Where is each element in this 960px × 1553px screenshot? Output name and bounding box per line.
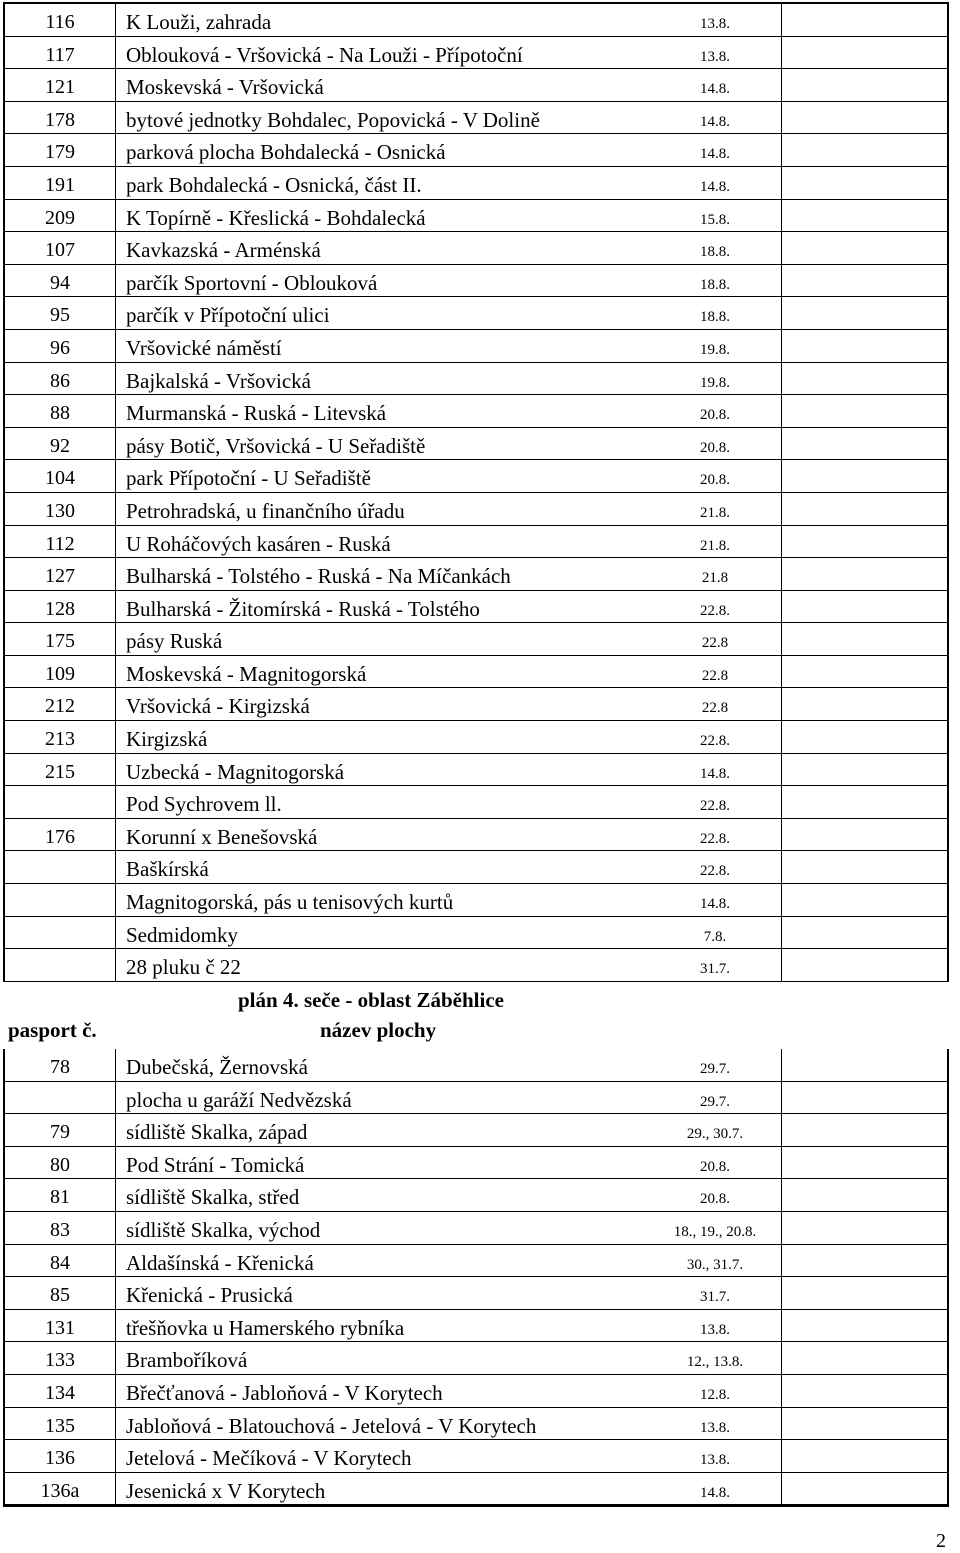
mowing-date: 14.8. bbox=[700, 178, 730, 195]
table-row bbox=[5, 102, 947, 135]
table-row bbox=[5, 558, 947, 591]
area-name: Jesenická x V Korytech bbox=[126, 1478, 326, 1503]
column-divider bbox=[781, 1049, 782, 1081]
table-row bbox=[5, 591, 947, 624]
mowing-date: 29.7. bbox=[700, 1093, 730, 1110]
column-divider bbox=[781, 428, 782, 460]
area-name: Sedmidomky bbox=[126, 922, 239, 947]
passport-number: 85 bbox=[5, 1277, 116, 1309]
column-divider bbox=[781, 493, 782, 525]
mowing-date: 19.8. bbox=[700, 341, 730, 358]
area-name: park Přípotoční - U Seřadiště bbox=[126, 466, 371, 491]
passport-number: 84 bbox=[5, 1245, 116, 1277]
column-divider bbox=[781, 297, 782, 329]
column-divider bbox=[781, 395, 782, 427]
table-row bbox=[5, 37, 947, 70]
mowing-date: 14.8. bbox=[700, 765, 730, 782]
passport-number: 96 bbox=[5, 330, 116, 362]
passport-number bbox=[5, 917, 116, 949]
area-name: parčík v Přípotoční ulici bbox=[126, 303, 330, 328]
table-row bbox=[5, 884, 947, 917]
mowing-date: 20.8. bbox=[700, 1158, 730, 1175]
mowing-date: 22.8 bbox=[701, 635, 729, 652]
table-row bbox=[5, 1147, 947, 1180]
mowing-date: 19.8. bbox=[700, 374, 730, 391]
table-row bbox=[5, 786, 947, 819]
column-header-area-name: název plochy bbox=[320, 1018, 437, 1042]
column-divider bbox=[781, 754, 782, 786]
mowing-date: 12.8. bbox=[700, 1386, 730, 1403]
area-name: Kavkazská - Arménská bbox=[126, 238, 321, 263]
mowing-date: 13.8. bbox=[700, 48, 730, 65]
table-row bbox=[5, 1245, 947, 1278]
passport-number: 133 bbox=[5, 1342, 116, 1374]
passport-number: 116 bbox=[5, 4, 116, 36]
column-divider bbox=[781, 623, 782, 655]
mowing-table-top bbox=[3, 2, 949, 982]
area-name: park Bohdalecká - Osnická, část II. bbox=[126, 172, 422, 197]
column-divider bbox=[781, 656, 782, 688]
area-name: Dubečská, Žernovská bbox=[126, 1055, 308, 1079]
area-name: Baškírská bbox=[126, 857, 209, 882]
column-divider bbox=[781, 363, 782, 395]
table-row bbox=[5, 460, 947, 493]
passport-number: 178 bbox=[5, 102, 116, 134]
area-name: plocha u garáží Nedvězská bbox=[126, 1087, 352, 1112]
mowing-date: 20.8. bbox=[700, 407, 730, 424]
column-divider bbox=[781, 1179, 782, 1211]
table-row bbox=[5, 134, 947, 167]
mowing-date: 22.8 bbox=[701, 700, 729, 717]
passport-number: 176 bbox=[5, 819, 116, 851]
area-name: sídliště Skalka, východ bbox=[126, 1217, 321, 1242]
mowing-date: 31.7. bbox=[700, 1289, 730, 1306]
column-divider bbox=[781, 167, 782, 199]
mowing-date: 29.7. bbox=[700, 1061, 730, 1077]
table-row bbox=[5, 949, 947, 982]
column-divider bbox=[781, 265, 782, 297]
column-divider bbox=[781, 1473, 782, 1505]
area-name: Bramboříková bbox=[126, 1348, 248, 1373]
column-divider bbox=[781, 330, 782, 362]
table-row bbox=[5, 69, 947, 102]
passport-number: 136a bbox=[5, 1473, 116, 1505]
area-name: Uzbecká - Magnitogorská bbox=[126, 759, 345, 784]
area-name: sídliště Skalka, střed bbox=[126, 1185, 300, 1210]
mowing-date: 22.8 bbox=[701, 667, 729, 684]
table-row bbox=[5, 819, 947, 852]
passport-number bbox=[5, 884, 116, 916]
area-name: Aldašínská - Křenická bbox=[126, 1250, 314, 1275]
column-divider bbox=[781, 819, 782, 851]
table-row bbox=[5, 1375, 947, 1408]
passport-number: 135 bbox=[5, 1408, 116, 1440]
table-row bbox=[5, 297, 947, 330]
mowing-date: 13.8. bbox=[700, 1452, 730, 1469]
table-row bbox=[5, 1473, 947, 1506]
mowing-date: 22.8. bbox=[700, 798, 730, 815]
mowing-table-bottom bbox=[3, 1049, 949, 1507]
mowing-date: 22.8. bbox=[700, 602, 730, 619]
area-name: Moskevská - Vršovická bbox=[126, 75, 324, 100]
mowing-date: 13.8. bbox=[700, 1419, 730, 1436]
section-title: plán 4. seče - oblast Záběhlice bbox=[238, 988, 504, 1012]
column-divider bbox=[781, 134, 782, 166]
mowing-date: 15.8. bbox=[700, 211, 730, 228]
area-name: Pod Strání - Tomická bbox=[126, 1152, 305, 1177]
passport-number: 175 bbox=[5, 623, 116, 655]
area-name: třešňovka u Hamerského rybníka bbox=[126, 1315, 405, 1340]
passport-number: 130 bbox=[5, 493, 116, 525]
passport-number: 121 bbox=[5, 69, 116, 101]
mowing-date: 14.8. bbox=[700, 113, 730, 130]
passport-number: 215 bbox=[5, 754, 116, 786]
area-name: Jetelová - Mečíková - V Korytech bbox=[126, 1446, 412, 1471]
mowing-date: 30., 31.7. bbox=[686, 1256, 744, 1273]
area-name: K Topírně - Křeslická - Bohdalecká bbox=[126, 205, 426, 230]
table-row bbox=[5, 1342, 947, 1375]
area-name: Jabloňová - Blatouchová - Jetelová - V Korytech bbox=[126, 1413, 537, 1438]
area-name: Murmanská - Ruská - Litevská bbox=[126, 401, 387, 426]
passport-number: 79 bbox=[5, 1114, 116, 1146]
table-row bbox=[5, 1082, 947, 1115]
area-name: Moskevská - Magnitogorská bbox=[126, 661, 367, 686]
passport-number: 88 bbox=[5, 395, 116, 427]
table-row bbox=[5, 688, 947, 721]
table-row bbox=[5, 721, 947, 754]
passport-number: 191 bbox=[5, 167, 116, 199]
table-row bbox=[5, 526, 947, 559]
area-name: parková plocha Bohdalecká - Osnická bbox=[126, 140, 446, 165]
table-row bbox=[5, 232, 947, 265]
column-divider bbox=[781, 1114, 782, 1146]
column-divider bbox=[781, 1245, 782, 1277]
table-row bbox=[5, 428, 947, 461]
table-row bbox=[5, 656, 947, 689]
area-name: Oblouková - Vršovická - Na Louži - Přípotoční bbox=[126, 42, 523, 67]
area-name: K Louži, zahrada bbox=[126, 10, 272, 34]
mowing-date: 14.8. bbox=[700, 146, 730, 163]
passport-number: 131 bbox=[5, 1310, 116, 1342]
table-row bbox=[5, 4, 947, 37]
mowing-date: 20.8. bbox=[700, 472, 730, 489]
mowing-date: 12., 13.8. bbox=[686, 1354, 744, 1371]
passport-number: 83 bbox=[5, 1212, 116, 1244]
column-divider bbox=[781, 232, 782, 264]
table-row bbox=[5, 1179, 947, 1212]
table-row bbox=[5, 1277, 947, 1310]
column-divider bbox=[781, 200, 782, 232]
area-name: Křenická - Prusická bbox=[126, 1283, 293, 1308]
column-divider bbox=[781, 102, 782, 134]
mowing-date: 22.8. bbox=[700, 733, 730, 750]
area-name: U Roháčových kasáren - Ruská bbox=[126, 531, 391, 556]
column-divider bbox=[781, 688, 782, 720]
area-name: 28 pluku č 22 bbox=[126, 955, 241, 980]
table-row bbox=[5, 623, 947, 656]
table-row bbox=[5, 395, 947, 428]
column-divider bbox=[781, 721, 782, 753]
passport-number: 209 bbox=[5, 200, 116, 232]
column-divider bbox=[781, 591, 782, 623]
mowing-date: 20.8. bbox=[700, 439, 730, 456]
mowing-date: 21.8. bbox=[700, 504, 730, 521]
area-name: pásy Ruská bbox=[126, 629, 223, 654]
column-divider bbox=[781, 1375, 782, 1407]
passport-number: 117 bbox=[5, 37, 116, 69]
area-name: sídliště Skalka, západ bbox=[126, 1120, 308, 1145]
passport-number: 80 bbox=[5, 1147, 116, 1179]
mowing-date: 21.8. bbox=[700, 537, 730, 554]
passport-number bbox=[5, 1082, 116, 1114]
area-name: pásy Botič, Vršovická - U Seřadiště bbox=[126, 433, 426, 458]
passport-number: 104 bbox=[5, 460, 116, 492]
passport-number: 136 bbox=[5, 1440, 116, 1472]
table-row bbox=[5, 330, 947, 363]
column-divider bbox=[781, 917, 782, 949]
column-divider bbox=[781, 4, 782, 36]
area-name: Petrohradská, u finančního úřadu bbox=[126, 498, 405, 523]
passport-number: 107 bbox=[5, 232, 116, 264]
mowing-date: 18.8. bbox=[700, 309, 730, 326]
column-divider bbox=[781, 1310, 782, 1342]
column-divider bbox=[781, 558, 782, 590]
mowing-date: 14.8. bbox=[700, 896, 730, 913]
passport-number: 179 bbox=[5, 134, 116, 166]
column-divider bbox=[781, 1082, 782, 1114]
passport-number bbox=[5, 851, 116, 883]
mowing-date: 14.8. bbox=[700, 1484, 730, 1501]
column-divider bbox=[781, 949, 782, 981]
column-divider bbox=[781, 1408, 782, 1440]
passport-number: 112 bbox=[5, 526, 116, 558]
table-row bbox=[5, 200, 947, 233]
area-name: Magnitogorská, pás u tenisových kurtů bbox=[126, 890, 454, 915]
passport-number: 81 bbox=[5, 1179, 116, 1211]
area-name: Pod Sychrovem ll. bbox=[126, 792, 282, 817]
mowing-date: 18.8. bbox=[700, 276, 730, 293]
passport-number: 109 bbox=[5, 656, 116, 688]
column-divider bbox=[781, 526, 782, 558]
area-name: Korunní x Benešovská bbox=[126, 824, 318, 849]
column-divider bbox=[781, 37, 782, 69]
table-row bbox=[5, 363, 947, 396]
mowing-date: 21.8 bbox=[701, 570, 729, 587]
mowing-date: 22.8. bbox=[700, 863, 730, 880]
area-name: Vršovické náměstí bbox=[126, 335, 282, 360]
area-name: Vršovická - Kirgizská bbox=[126, 694, 310, 719]
area-name: bytové jednotky Bohdalec, Popovická - V Dolině bbox=[126, 107, 540, 132]
mowing-date: 18., 19., 20.8. bbox=[673, 1223, 757, 1240]
area-name: parčík Sportovní - Oblouková bbox=[126, 270, 378, 295]
table-row bbox=[5, 917, 947, 950]
passport-number: 134 bbox=[5, 1375, 116, 1407]
mowing-date: 18.8. bbox=[700, 244, 730, 261]
area-name: Břečťanová - Jabloňová - V Korytech bbox=[126, 1380, 443, 1405]
column-divider bbox=[781, 1342, 782, 1374]
column-divider bbox=[781, 884, 782, 916]
table-row bbox=[5, 1310, 947, 1343]
table-row bbox=[5, 1408, 947, 1441]
column-divider bbox=[781, 786, 782, 818]
area-name: Bulharská - Tolstého - Ruská - Na Míčankách bbox=[126, 564, 511, 589]
column-divider bbox=[781, 1440, 782, 1472]
table-row bbox=[5, 851, 947, 884]
mowing-date: 31.7. bbox=[700, 961, 730, 978]
mowing-date: 29., 30.7. bbox=[686, 1126, 744, 1143]
table-row bbox=[5, 1114, 947, 1147]
table-row bbox=[5, 1440, 947, 1473]
table-row bbox=[5, 754, 947, 787]
table-row bbox=[5, 265, 947, 298]
column-divider bbox=[781, 851, 782, 883]
passport-number: 213 bbox=[5, 721, 116, 753]
mowing-date: 14.8. bbox=[700, 81, 730, 98]
area-name: Bulharská - Žitomírská - Ruská - Tolstého bbox=[126, 596, 480, 621]
page-number: 2 bbox=[936, 1530, 946, 1552]
passport-number: 92 bbox=[5, 428, 116, 460]
mowing-date: 7.8. bbox=[703, 928, 727, 945]
passport-number bbox=[5, 949, 116, 981]
passport-number bbox=[5, 786, 116, 818]
area-name: Kirgizská bbox=[126, 727, 208, 752]
mowing-date: 22.8. bbox=[700, 830, 730, 847]
passport-number: 95 bbox=[5, 297, 116, 329]
column-divider bbox=[781, 69, 782, 101]
passport-number: 86 bbox=[5, 363, 116, 395]
column-divider bbox=[781, 1147, 782, 1179]
passport-number: 127 bbox=[5, 558, 116, 590]
mowing-date: 13.8. bbox=[700, 16, 730, 32]
area-name: Bajkalská - Vršovická bbox=[126, 368, 311, 393]
section-header bbox=[0, 980, 960, 1049]
passport-number: 128 bbox=[5, 591, 116, 623]
column-divider bbox=[781, 1277, 782, 1309]
passport-number: 94 bbox=[5, 265, 116, 297]
passport-number: 78 bbox=[5, 1049, 116, 1081]
column-divider bbox=[781, 1212, 782, 1244]
passport-number: 212 bbox=[5, 688, 116, 720]
mowing-date: 13.8. bbox=[700, 1321, 730, 1338]
table-row bbox=[5, 167, 947, 200]
column-divider bbox=[781, 460, 782, 492]
table-row bbox=[5, 1212, 947, 1245]
table-row bbox=[5, 493, 947, 526]
mowing-date: 20.8. bbox=[700, 1191, 730, 1208]
table-row bbox=[5, 1049, 947, 1082]
column-header-passport: pasport č. bbox=[8, 1018, 97, 1042]
